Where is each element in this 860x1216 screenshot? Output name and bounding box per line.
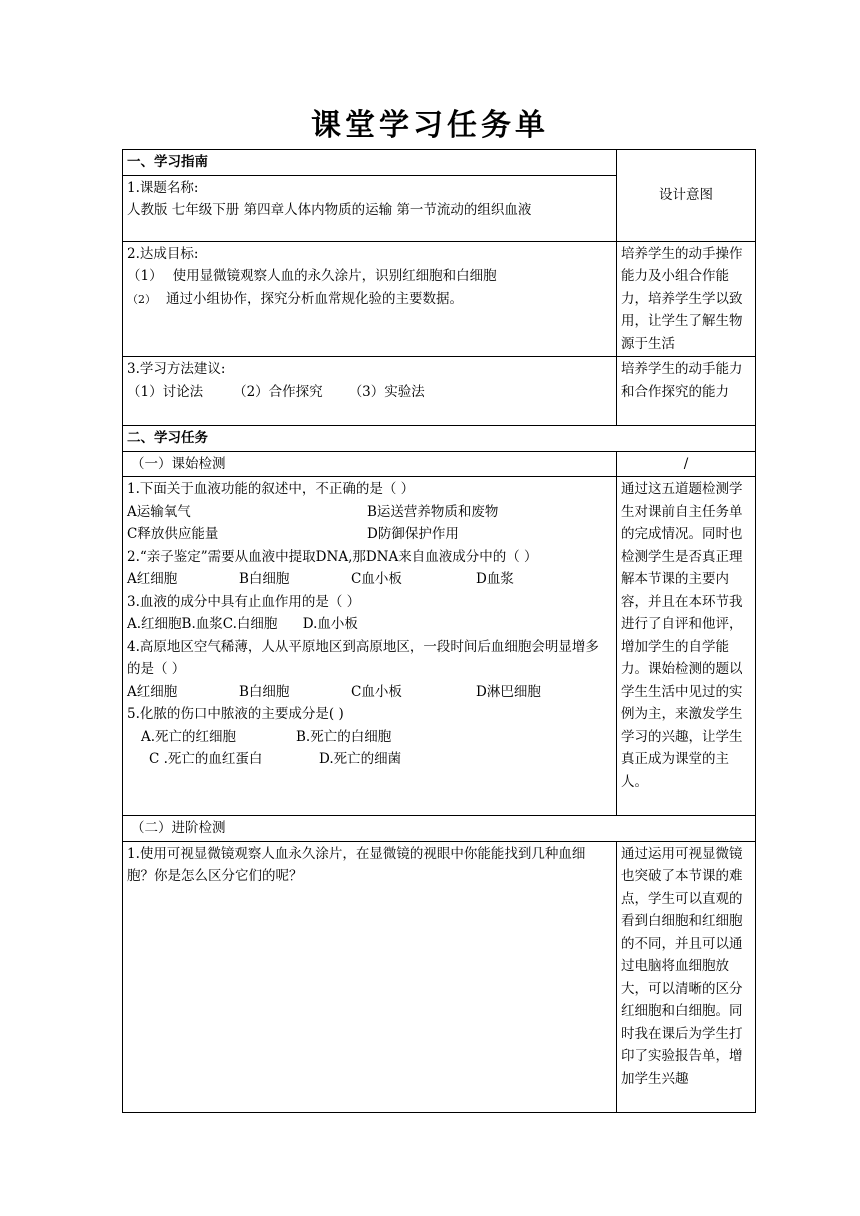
topic-text: 人教版 七年级下册 第四章人体内物质的运输 第一节流动的组织血液 bbox=[127, 202, 532, 218]
question-5-options-row1 bbox=[127, 726, 612, 749]
goal-text-2: 通过小组协作，探究分析血常规化验的主要数据。 bbox=[166, 290, 463, 307]
q4-option-d: D淋巴细胞 bbox=[476, 683, 541, 700]
q4-option-a: A红细胞 bbox=[127, 683, 178, 700]
design-intent-header: 设计意图 bbox=[617, 150, 756, 242]
goal-text-1: 使用显微镜观察人血的永久涂片，识别红细胞和白细胞 bbox=[172, 268, 497, 284]
topic-cell bbox=[123, 175, 617, 241]
advanced-check-question: 1.使用可视显微镜观察人血永久涂片，在显微镜的视眼中你能能找到几种血细胞？你是怎么区分它们的呢？ bbox=[123, 841, 617, 1112]
q3-option-b: B.血浆 bbox=[181, 616, 223, 632]
question-5-stem: 5.化脓的伤口中脓液的主要成分是( ) bbox=[127, 706, 344, 722]
methods-label: 3.学习方法建议: bbox=[127, 361, 226, 377]
q5-option-a: A.死亡的红细胞 bbox=[141, 728, 237, 745]
q2-option-a: A红细胞 bbox=[127, 571, 178, 587]
question-2-stem: 2.“亲子鉴定”需要从血液中提取DNA,那DNA来自血液成分中的（ ） bbox=[127, 548, 538, 565]
pre-check-questions bbox=[123, 477, 617, 816]
goal-item-1 bbox=[127, 265, 612, 288]
topic-label: 1.课题名称: bbox=[127, 179, 199, 196]
pre-check-header: （一）课始检测 bbox=[123, 451, 617, 477]
q5-option-d: D.死亡的细菌 bbox=[319, 751, 402, 767]
q1-option-b: B运送营养物质和废物 bbox=[367, 503, 499, 520]
goals-cell bbox=[123, 241, 617, 357]
advanced-check-header: （二）进阶检测 bbox=[123, 816, 756, 842]
q1-option-c: C释放供应能量 bbox=[127, 526, 219, 542]
question-3-stem: 3.血液的成分中具有止血作用的是（ ） bbox=[127, 593, 361, 610]
question-4-options bbox=[127, 681, 612, 704]
q2-option-b: B白细胞 bbox=[239, 571, 290, 587]
method-1: （1）讨论法 bbox=[127, 383, 204, 400]
q2-option-d: D血浆 bbox=[476, 571, 514, 587]
question-1-stem: 1.下面关于血液功能的叙述中，不正确的是（ ） bbox=[127, 481, 415, 497]
question-4-stem: 4.高原地区空气稀薄，人从平原地区到高原地区，一段时间后血细胞会明显增多的是（ ） bbox=[127, 638, 599, 677]
q3-option-d: D.血小板 bbox=[302, 616, 358, 632]
method-3: （3）实验法 bbox=[348, 383, 425, 400]
section2-header: 二、学习任务 bbox=[123, 426, 756, 452]
q4-option-c: C血小板 bbox=[351, 683, 402, 700]
page-title: 课堂学习任务单 bbox=[311, 108, 549, 143]
q1-option-d: D防御保护作用 bbox=[367, 526, 459, 542]
goal-num-1: （1） bbox=[127, 268, 163, 284]
q3-option-c: C.白细胞 bbox=[222, 616, 278, 632]
question-5-options-row2 bbox=[127, 748, 612, 771]
question-1-options-row2 bbox=[127, 523, 612, 546]
q1-option-a: A运输氧气 bbox=[127, 503, 191, 520]
goal-item-2 bbox=[127, 288, 612, 312]
methods-list bbox=[127, 381, 612, 404]
question-1-options-row1 bbox=[127, 501, 612, 524]
pre-check-intent: 通过这五道题检测学生对课前自主任务单的完成情况。同时也检测学生是否真正理解本节课的主要内容，并且在本环节我进行了自评和他评，增加学生的自学能力。课始检测的题以学生生活中见过的实例为主，来激发学生学习的兴趣，让学生真正成为课堂的主人。 bbox=[617, 477, 756, 816]
q4-option-b: B白细胞 bbox=[239, 683, 290, 700]
advanced-check-intent: 通过运用可视显微镜也突破了本节课的难点，学生可以直观的看到白细胞和红细胞的不同，并且可以通过电脑将血细胞放大，可以清晰的区分红细胞和白细胞。同时我在课后为学生打印了实验报告单，增加学生兴趣 bbox=[617, 841, 756, 1112]
question-3-options bbox=[127, 613, 612, 636]
methods-intent: 培养学生的动手能力和合作探究的能力 bbox=[617, 357, 756, 426]
section1-header: 一、学习指南 bbox=[123, 150, 617, 176]
question-2-options bbox=[127, 568, 612, 591]
task-sheet-table bbox=[122, 149, 756, 1113]
methods-cell bbox=[123, 357, 617, 426]
q5-option-c: C .死亡的血红蛋白 bbox=[149, 751, 263, 767]
q2-option-c: C血小板 bbox=[351, 571, 402, 587]
q3-option-a: A.红细胞 bbox=[127, 616, 182, 632]
method-2: （2）合作探究 bbox=[233, 383, 323, 400]
q5-option-b: B.死亡的白细胞 bbox=[296, 728, 392, 745]
goals-intent: 培养学生的动手操作能力及小组合作能力，培养学生学以致用，让学生了解生物源于生活 bbox=[617, 241, 756, 357]
goals-label: 2.达成目标: bbox=[127, 245, 199, 262]
pre-check-intent-header: / bbox=[617, 451, 756, 477]
goal-num-2: （2） bbox=[127, 292, 156, 306]
